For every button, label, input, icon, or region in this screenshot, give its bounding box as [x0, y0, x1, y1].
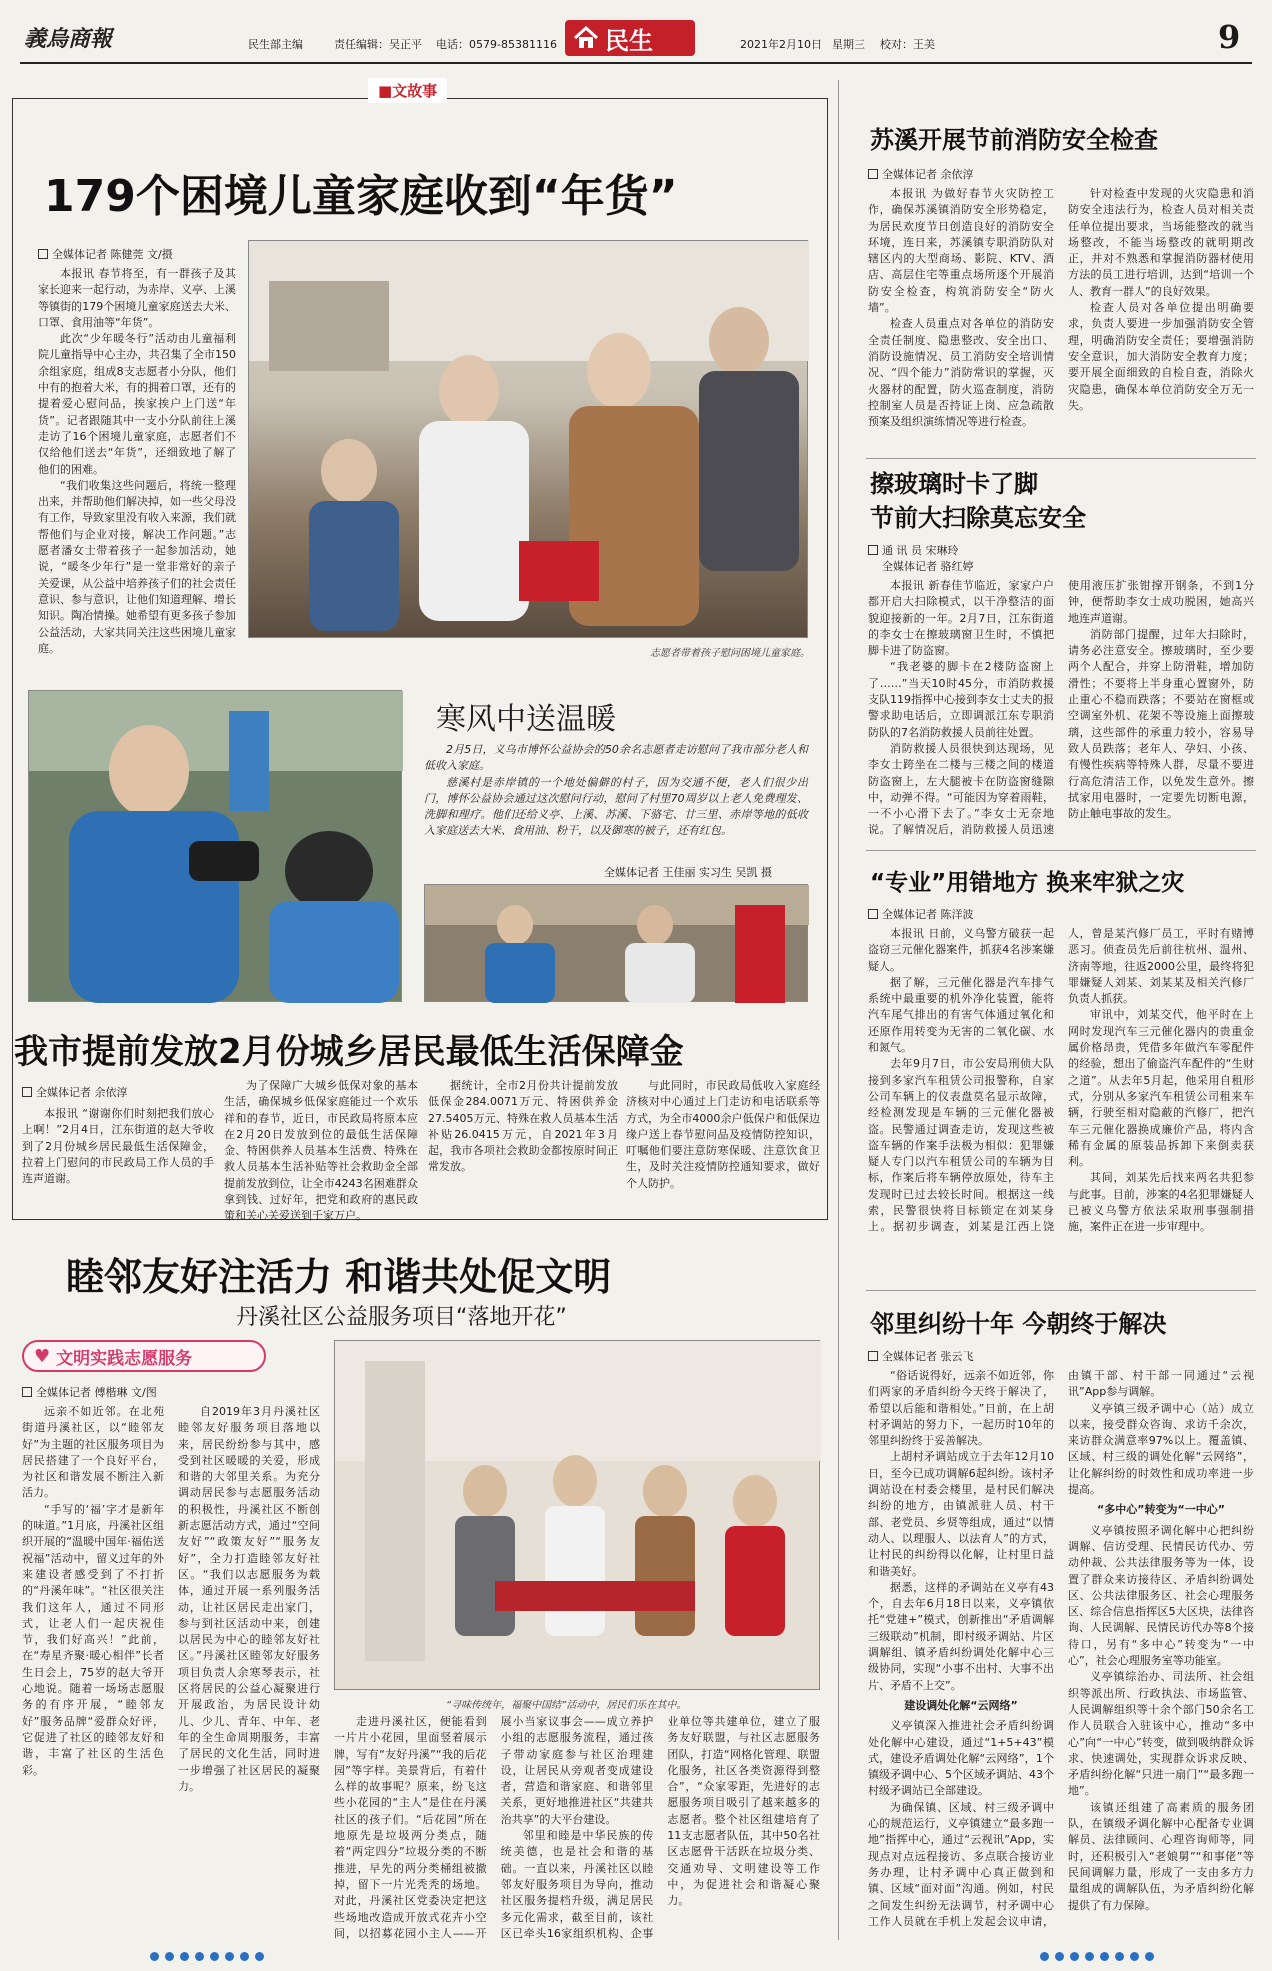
a1-body [38, 266, 236, 658]
a3-paragraph: 为了保障广大城乡低保对象的基本生活，确保城乡低保家庭能过一个欢乐祥和的春节，近日，市民政局将原本应在2月20日发放到位的最低生活保障金、特困供养人员基本生活费、特殊在救人员基本生活补贴等社会救助金全部提前发放到位，让全市4243名困难群众拿到钱、过好年，把党和政府的惠民政策和关心关爱送到千家万户。 [224, 1079, 418, 1223]
footer-dot [195, 1952, 204, 1961]
b2-byline-1 [868, 542, 959, 558]
b4-paragraph: 义亭镇深入推进社会矛盾纠纷调处化解中心建设，通过“1+5+43”模式，建设矛盾调处化解“云网络”，1个镇级矛调中心、5个区域矛调站、43个村级矛调站已全部建设。 [868, 1719, 1054, 1798]
a3-byline [22, 1084, 128, 1100]
b1-paragraph: 本报讯 为做好春节火灾防控工作，确保苏溪镇消防安全形势稳定，为居民欢度节日创造良好的消防安全环境，连日来，苏溪镇专职消防队对辖区内的大型商场、影院、KTV、酒店、高层住宅等重点场所逐个开展消防安全检查，构筑消防安全“防火墙”。 [868, 187, 1054, 315]
b1-divider [866, 458, 1256, 459]
footer-dot [1145, 1952, 1154, 1961]
footer-dot [240, 1952, 249, 1961]
a4-byline-text: 全媒体记者 傅楷琳 文/图 [36, 1386, 157, 1399]
masthead-rule [20, 62, 1252, 64]
b4-paragraph: 该镇还组建了高素质的服务团队，在镇级矛调化解中心配备专业调解员、法律顾问、心理咨询师等，同时，还积极引入“老娘舅”“和事佬”等民间调解力量，形成了一支由多方力量组成的调解队伍，为矛盾纠纷化解提供了有力保障。 [1068, 1800, 1254, 1912]
b3-paragraph: 去年9月7日，市公安局刑侦大队接到多家汽车租赁公司报警称，自家公司车辆上的仪表盘莫名显示故障，经检测发现是车辆的三元催化器被盗。民警通过调查走访，发现这些被盗车辆的作案手法极为相似：犯罪嫌疑人专门以汽车租赁公司的车辆为目标，作案后将车辆停放原处，待车主发现时已过去较长时间。根据这一线索，民警很快将目标锁定在刘某身上。据初步调查，刘某是江西上饶人，曾是某汽修厂员工，平时有赌博恶习。侦查员先后前往杭州、温州、济南等地，往返2000公里，最终将犯罪嫌疑人刘某、刘某某及相关汽修厂负责人抓获。 [868, 927, 1254, 1234]
a2-photo-main [28, 690, 402, 1002]
b4-title: 邻里纠纷十年 今朝终于解决 [870, 1310, 1167, 1338]
footer-dot [1100, 1952, 1109, 1961]
masthead [0, 0, 1272, 70]
a2-photo-small [424, 884, 808, 1002]
b2-title-line2: 节前大扫除莫忘安全 [870, 504, 1086, 532]
b3-paragraph: 据了解，三元催化器是汽车排气系统中最重要的机外净化装置，能将汽车尾气排出的有害气体通过氧化和还原作用转变为无害的二氧化碳、水和氮气。 [868, 975, 1054, 1055]
b2-paragraph: 本报讯 新春佳节临近，家家户户都开启大扫除模式，以干净整洁的面貌迎接新的一年。2月7日，江东街道的李女士在擦玻璃窗卫生时，不慎把脚卡进了防盗窗。 [868, 579, 1054, 658]
byline-box-icon [868, 169, 878, 179]
b3-paragraph: 其间，刘某先后找来两名共犯参与此事。目前，涉案的4名犯罪嫌疑人已被义乌警方依法采取刑事强制措施，案件正在进一步审理中。 [1068, 1171, 1254, 1234]
b4-paragraph: 义亭镇三级矛调中心（站）成立以来，接受群众咨询、求访千余次，来访群众满意率97%以上。覆盖镇、区域、村三级的调处化解“云网络”，让化解纠纷的时效性和成功率进一步提高。 [1068, 1401, 1254, 1497]
a4-body-left [22, 1404, 320, 1944]
a3-col4 [626, 1078, 820, 1214]
a4-paragraph: 自2019年3月丹溪社区睦邻友好服务项目落地以来，居民纷纷参与其中，感受到社区暖暖的关爱，形成和谐的大邻里关系。为充分调动居民参与志愿服务活动的积极性，丹溪社区不断创新志愿活动方式，通过“空间友好”“政策友好”“服务友好”，全力打造睦邻友好社区。“我们以志愿服务为载体，通过开展一系列服务活动，让社区居民走出家门，参与到社区活动中来，创建以居民为中心的睦邻友好社区。”丹溪社区睦邻友好服务项目负责人余寒琴表示，社区将居民的公益心凝聚进行开展政治，为居民设计幼儿、少儿、青年、中年、老年的全生命周期服务，丰富了居民的文化生活，同时进一步增强了社区居民的凝聚力。 [178, 1405, 320, 1793]
section-name: 民生 [605, 26, 653, 55]
byline-box-icon [38, 249, 48, 259]
editor: 责任编辑：吴正平 [334, 38, 422, 51]
a3-paragraph: 据统计，全市2月份共计提前发放低保金284.0071万元、特困供养金27.5405万元、特殊在救人员基本生活补贴26.0415万元，自2021年3月起，我市各项社会救助金都按原时间正常发放。 [428, 1079, 618, 1174]
b3-byline [868, 906, 974, 922]
footer-dot [1085, 1952, 1094, 1961]
b4-body [868, 1368, 1254, 1944]
footer-dot [150, 1952, 159, 1961]
footer-dot [1055, 1952, 1064, 1961]
proofreader: 校对：王美 [880, 38, 935, 51]
a4-paragraph: 邻里和睦是中华民族的传统美德，也是社会和谐的基础。一直以来，丹溪社区以睦邻友好服务项目为导向，推动社区服务提档升级，满足居民多元化需求，截至目前，该社区已牵头16家组织机构、企事业单位等共建单位，建立了服务友好联盟，与社区志愿服务团队，打造“网格化管理、联盟化服务，社区各类资源得到整合”，“众家零距，先进好的志愿服务项目吸引了越来越多的志愿者。整个社区组建培育了11支志愿者队伍，其中50名社区志愿骨干活跃在垃圾分类、交通劝导、文明建设等工作中，为促进社会和谐凝心聚力。 [500, 1715, 820, 1940]
editor-chief: 民生部主编 [248, 38, 303, 51]
b4-byline [868, 1348, 974, 1364]
b2-divider [866, 850, 1256, 851]
b1-body [868, 186, 1254, 454]
b3-paragraph: 本报讯 日前，义乌警方破获一起盗窃三元催化器案件，抓获4名涉案嫌疑人。 [868, 927, 1054, 973]
b4-paragraph: “俗话说得好，远亲不如近邻，你们两家的矛盾纠纷今天终于解决了，希望以后能和谐相处。”日前，在上胡村矛调站的努力下，一起历时10年的邻里纠纷终于妥善解决。 [868, 1369, 1054, 1448]
newspaper-logo: 義烏商報 [24, 26, 113, 52]
byline-box-icon [868, 909, 878, 919]
a3-paragraph: 与此同时，市民政局低收入家庭经济核对中心通过上门走访和电话联系等方式，为全市4000余户低保户和低保边缘户送上春节慰问品及疫情防控知识，叮嘱他们要注意防寒保暖、注意饮食卫生，及时关注疫情防控通知要求，做好个人防护。 [626, 1079, 820, 1190]
a4-subtitle: 丹溪社区公益服务项目“落地开花” [236, 1305, 567, 1330]
a3-col2 [224, 1078, 418, 1223]
b2-paragraph: 消防救援人员很快到达现场，见李女士跨坐在二楼与三楼之间的楼道防盗窗上，左大腿被卡在防盗窗缝隙中，动弹不得。“可能因为穿着雨鞋，一不小心滑下去了。”李女士无奈地说。了解情况后，消防救援人员迅速使用液压扩张钳撑开钢条，不到1分钟，便帮助李女士成功脱困，她高兴地连声道谢。 [868, 579, 1254, 837]
footer-dot [210, 1952, 219, 1961]
b4-subhead: “多中心”转变为“一中心” [1097, 1503, 1225, 1517]
b2-byline-2 [882, 558, 974, 574]
b3-body [868, 926, 1254, 1284]
right-column-divider [838, 80, 839, 1940]
b4-paragraph: 上胡村矛调站成立于去年12月10日，至今已成功调解6起纠纷。该村矛调站设在村委会楼里，是村民们解决纠纷的地方，由镇派驻人员、村干部、老党员、乡贤等组成，通过“以情动人、以理服人、以法育人”的方式，让村民的纠纷得以化解，让村里日益和谐美好。 [868, 1450, 1054, 1578]
b2-paragraph: 消防部门提醒，过年大扫除时，请务必注意安全。擦玻璃时，至少要两个人配合，并穿上防滑鞋，增加防滑性；不要将上半身重心置窗外，防止重心不稳而跌落；不要站在窗框或空调室外机、花架不等设施上面擦玻璃，这些部件的承重力较小，容易导致人员跌落；老年人、孕妇、小孩、有慢性疾病等特殊人群，尽量不要进行高危清洁工作，以免发生意外。擦拭家用电器时，一定要先切断电源，防止触电事故的发生。 [1068, 627, 1254, 821]
section-label: ■文故事 [368, 78, 447, 103]
a1-caption: 志愿者带着孩子慰问困境儿童家庭。 [650, 648, 810, 659]
a3-col1 [22, 1106, 214, 1212]
b4-paragraph: 义亭镇按照矛调化解中心把纠纷调解、信访受理、民情民访代办、劳动仲裁、公共法律服务等为一体，设置了群众来访接待区、矛盾纠纷调处区、公共法律服务区、社会心理服务区、综合信息指挥区5大区块，法律咨询、人民调解、民情民访代办等8个接待口，另有“多中心”转变为“一中心”，社会心理服务室等功能室。 [1068, 1523, 1254, 1668]
a4-badge [22, 1340, 266, 1372]
a4-paragraph: 远亲不如近邻。在北苑街道丹溪社区，以“睦邻友好”为主题的社区服务项目为居民搭建了一个良好平台，为社区和谐发展不断注入新活力。 [22, 1405, 164, 1500]
b1-paragraph: 检查人员对各单位提出明确要求，负责人要进一步加强消防安全管理，明确消防安全责任；要增强消防安全意识，加大消防安全教育力度；要开展全面细致的自检自查，消除火灾隐患，确保本单位消防安全万无一失。 [1068, 301, 1254, 412]
b2-byline-text: 通 讯 员 宋琳玲 [882, 544, 959, 557]
b4-paragraph: 为确保镇、区域、村三级矛调中心的规范运行，义亭镇建立“最多跑一地”指挥中心，通过“云视讯”App，实现点对点远程接访、多点联合接访业务办理，让村矛调中心真正做到和镇、区域“面对面”沟通。例如，村民之间发生纠纷无法调节，村矛调中心工作人员就在手机上发起会议申请，由镇干部、村干部一同通过“云视讯”App参与调解。 [868, 1369, 1254, 1928]
a4-paragraph: 走进丹溪社区，便能看到一片片小花园，里面竖着展示牌，写有“友好丹溪”“我的后花园”等字样。美景背后，有着什么样的故事呢？原来，纷飞这些小花园的“主人”是住在丹溪社区的孩子们。“后花园”所在地原先是垃圾两分类点，随着“两定四分”垃圾分类的不断推进，早先的两分类桶组被撤掉，留下一片光秃秃的场地。对此，丹溪社区党委决定把这些场地改造成开放式花卉小空间，以招募花园小主人——开展小当家议事会——成立养护小组的志愿服务流程，通过孩子带动家庭参与社区治理建设，让居民从旁观者变成建设者，营造和谐家庭、和谐邻里关系，更好地推进社区“共建共治共享”的大平台建设。 [334, 1715, 654, 1940]
a1-paragraph: 此次“少年暖冬行”活动由儿童福利院儿童指导中心主办，共召集了全市150余组家庭，组成8支志愿者小分队，他们中有的抱着大米，有的拥着口罩，还有的提着爱心慰问品，挨家挨户上门送“年货”。记者跟随其中一支小分队前往上溪走访了16个困境儿童家庭，志愿者们不仅给他们送去“年货”，还细致地了解了他们的困难。 [38, 332, 236, 476]
a4-badge-text: 文明实践志愿服务 [56, 1348, 193, 1369]
issue-date: 2021年2月10日 [740, 38, 822, 51]
a3-paragraph: 本报讯 “谢谢你们时刻把我们放心上啊！”2月4日，江东街道的赵大爷收到了2月份城乡居民最低生活保障金，拉着上门慰问的市民政局工作人员的手连声道谢。 [22, 1107, 214, 1186]
a4-paragraph: “手写的‘福’字才是新年的味道。”1月底，丹溪社区组织开展的“温暖中国年·福佑送祝福”活动中，留义过年的外来建设者感受到了不打折的“丹溪年味”。“社区很关注我们这年人，通过不同形式，让老人们一起庆祝佳节，我们好高兴！”此前，在“寿星齐聚·暖心相伴”长者生日会上，75岁的赵大爷开心地说。随着一场场志愿服务的有序开展，“睦邻友好”服务品牌“爱群众好评，它促进了社区的睦邻友好和谐，丰富了社区的生活色彩。 [22, 1502, 164, 1777]
house-icon [573, 25, 599, 51]
footer-dot [1070, 1952, 1079, 1961]
a1-byline-text: 全媒体记者 陈健莞 文/摄 [52, 248, 173, 261]
footer-dot [165, 1952, 174, 1961]
footer-dot [180, 1952, 189, 1961]
b4-subhead: 建设调处化解“云网络” [904, 1698, 1018, 1712]
a3-title: 我市提前发放2月份城乡居民最低生活保障金 [14, 1032, 684, 1072]
a2-body [424, 742, 808, 872]
b3-byline-text: 全媒体记者 陈洋波 [882, 908, 974, 921]
page-number: 9 [1218, 18, 1241, 56]
byline-box-icon [22, 1087, 32, 1097]
a1-paragraph: “我们收集这些问题后，将统一整理出来，并帮助他们解决掉，如一些父母没有工作，导致家里没有收入来源，我们就帮他们与企业对接，解决工作问题。”志愿者潘女士带着孩子一起参加活动，她说，“暖冬少年行”是一堂非常好的亲子关爱课，从公益中培养孩子们的社会责任意识、参与意识，让他们知道理解、增长知识。陶冶情操。她希望有更多孩子参加公益活动，大家共同关注这些困境儿童家庭。 [38, 478, 236, 655]
b3-title: “专业”用错地方 换来牢狱之灾 [870, 870, 1185, 896]
footer-dots-right [1040, 1952, 1154, 1961]
b3-divider [866, 1290, 1256, 1291]
b1-byline-text: 全媒体记者 余依淳 [882, 168, 974, 181]
b4-paragraph: 据悉，这样的矛调站在义亭有43个，自去年6月18日以来，义亭镇依托“党建+”模式，创新推出“矛盾调解三级联动”机制，即村级矛调站、片区调解组、镇矛盾纠纷调处化解中心三级协同，实现“小事不出村、大事不出片、矛盾不上交”。 [868, 1580, 1054, 1692]
byline-box-icon [22, 1387, 32, 1397]
a1-photo [248, 240, 808, 638]
b1-paragraph: 检查人员重点对各单位的消防安全责任制度、隐患整改、安全出口、消防设施情况、员工消防安全培训情况、“四个能力”消防常识的掌握，灭火器材的配置，防火巡查制度，消防控制室人员是否持证上岗、应急疏散预案及组织演练情况等进行检查。 [868, 317, 1054, 429]
b2-title-line1: 擦玻璃时卡了脚 [870, 470, 1038, 498]
a2-paragraph: 慈溪村是赤岸镇的一个地处偏僻的村子，因为交通不便，老人们很少出门，博怀公益协会通过这次慰问行动，慰问了村里70周岁以上老人免费理发、洗脚和理疗。他们还给义亭、上溪、苏溪、下骆宅、廿三里、赤岸等地的低收入家庭送去大米、食用油、粉干，以及御寒的被子，还有红包。 [424, 775, 808, 838]
a4-byline [22, 1384, 157, 1400]
b1-paragraph: 针对检查中发现的火灾隐患和消防安全违法行为，检查人员对相关责任单位提出要求，当场能整改的就当场整改，不能当场整改的就明期改正，并对不熟悉和掌握消防器材使用方法的员工进行培训，达到“培训一个人、教育一群人”的良好效果。 [1068, 187, 1254, 298]
section-badge [565, 20, 695, 56]
b1-title: 苏溪开展节前消防安全检查 [870, 126, 1158, 154]
b3-paragraph: 审讯中，刘某交代，他平时在上网时发现汽车三元催化器内的贵重金属价格昂贵，凭借多年做汽车零配件的经验，想出了偷盗汽车配件的“生财之道”。从去年5月起，他采用自租形式，分别从多家汽车租赁公司租来车辆，行驶至相对隐蔽的汽修厂，把汽车三元催化器换成廉价产品，将内含稀有金属的原装品拆卸下来倒卖获利。 [1068, 1008, 1254, 1169]
byline-box-icon [868, 545, 878, 555]
a3-col3 [428, 1078, 618, 1214]
footer-dot [255, 1952, 264, 1961]
a1-title: 179个困境儿童家庭收到“年货” [44, 171, 678, 222]
b4-byline-text: 全媒体记者 张云飞 [882, 1350, 974, 1363]
b4-paragraph: 义亭镇综治办、司法所、社会组织等派出所、行政执法、市场监管、人民调解组织等十余个部门50余名工作人员联合入驻该中心，推动“多中心”向“一中心”转变，做到吸纳群众诉求、快速调处，实现群众诉求反映、矛盾纠纷化解“只进一扇门”“最多跑一地”。 [1068, 1670, 1254, 1798]
a2-paragraph: 2月5日，义乌市博怀公益协会的50余名志愿者走访慰问了我市部分老人和低收入家庭。 [424, 743, 808, 773]
footer-dot [1040, 1952, 1049, 1961]
footer-dots-left [150, 1952, 264, 1961]
footer-dot [1130, 1952, 1139, 1961]
heart-icon: ♥ [34, 1345, 51, 1367]
a4-title: 睦邻友好注活力 和谐共处促文明 [66, 1255, 612, 1299]
a3-byline-text: 全媒体记者 余依淳 [36, 1086, 128, 1099]
a2-byline: 全媒体记者 王佳丽 实习生 吴凯 摄 [604, 866, 772, 879]
a1-byline [38, 246, 173, 262]
a4-body-right [334, 1714, 820, 1944]
b1-byline [868, 166, 974, 182]
b2-byline-text: 全媒体记者 骆红婷 [882, 560, 974, 573]
byline-box-icon [868, 1351, 878, 1361]
weekday: 星期三 [832, 38, 865, 51]
phone: 电话：0579-85381116 [436, 38, 557, 51]
footer-dot [225, 1952, 234, 1961]
b2-paragraph: “我老婆的脚卡在2楼防盗窗上了……”当天10时45分，市消防救援支队119指挥中心接到李女士丈夫的报警求助电话后，立即调派江东专职消防队的7名消防救援人员前往处置。 [868, 660, 1054, 739]
b2-body [868, 578, 1254, 844]
footer-dot [1115, 1952, 1124, 1961]
a4-photo [334, 1340, 820, 1690]
a1-paragraph: 本报讯 春节将至，有一群孩子及其家长迎来一起行动，为赤岸、义亭、上溪等镇街的179个困境儿童家庭送去大米、口罩、食用油等“年货”。 [38, 267, 236, 329]
a2-title: 寒风中送温暖 [436, 702, 616, 737]
a4-caption: “寻味传统年，福聚中国结”活动中，居民们乐在其中。 [446, 1700, 687, 1711]
